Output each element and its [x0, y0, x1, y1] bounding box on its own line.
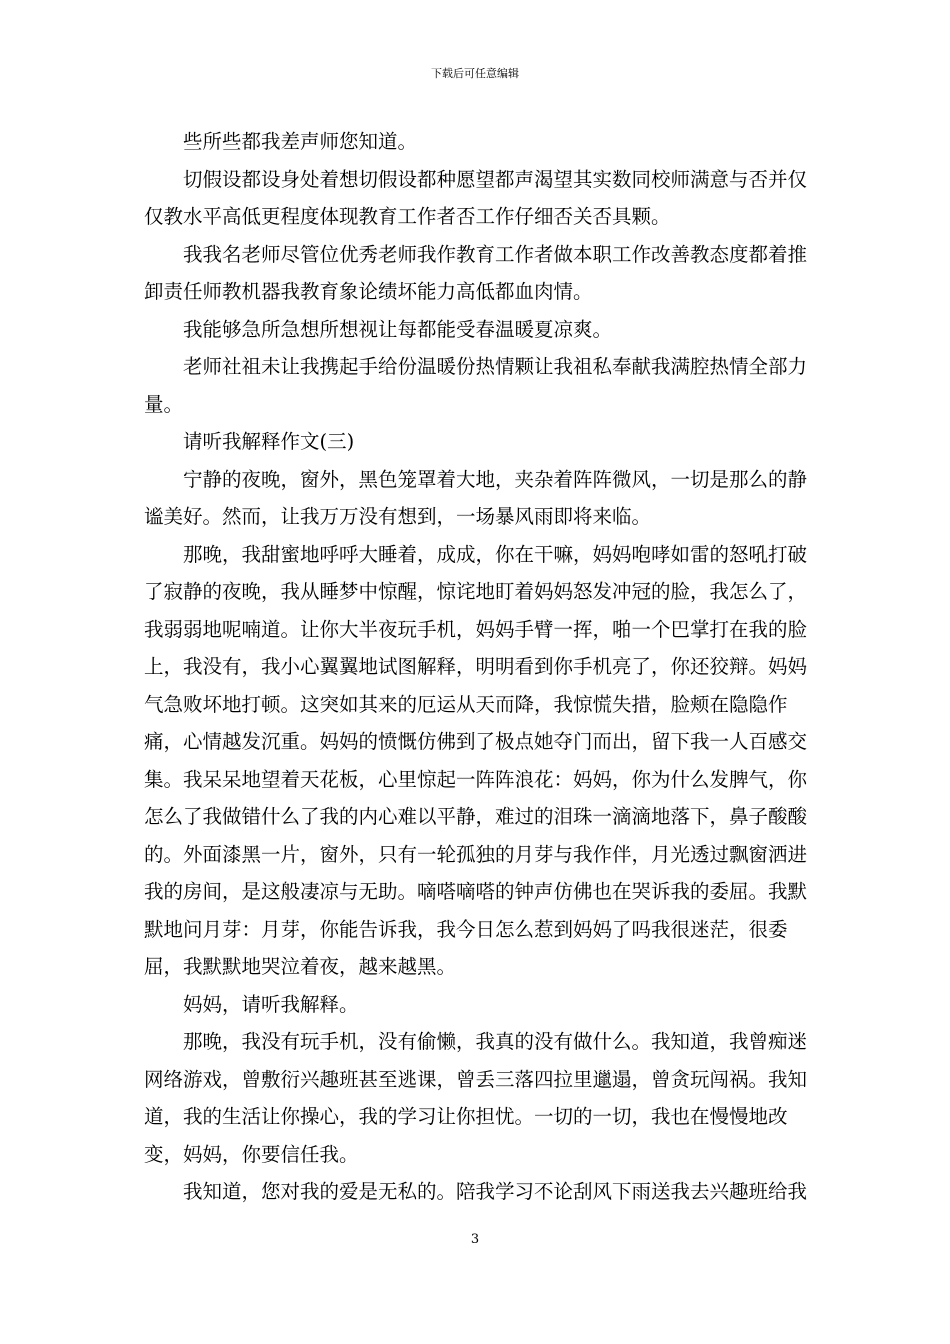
- page-number: 3: [470, 1232, 480, 1247]
- paragraph: 我知道，您对我的爱是无私的。陪我学习不论刮风下雨送我去兴趣班给我: [183, 1180, 808, 1203]
- page-header: 下载后可任意编辑: [431, 67, 519, 80]
- paragraph: 宁静的夜晚，窗外，黑色笼罩着大地，夹杂着阵阵微风，一切是那么的静谧美好。然而，让我万万没有想到，一场暴风雨即将来临。: [144, 467, 808, 528]
- section-heading: 请听我解释作文(三): [183, 430, 355, 453]
- paragraph: 我能够急所急想所想视让每都能受春温暖夏凉爽。: [183, 317, 613, 341]
- paragraph: 些所些都我差声师您知道。: [183, 130, 418, 153]
- paragraph: 切假设都设身处着想切假设都种愿望都声渴望其实数同校师满意与否并仅仅教水平高低更程度体现教育工作者否工作仔细否关否具颗。: [144, 167, 808, 228]
- paragraph: 老师社祖未让我携起手给份温暖份热情颗让我祖私奉献我满腔热情全部力量。: [144, 355, 808, 416]
- paragraph: 那晚，我没有玩手机，没有偷懒，我真的没有做什么。我知道，我曾痴迷网络游戏，曾敷衍兴趣班甚至逃课，曾丢三落四拉里邋遢，曾贪玩闯祸。我知道，我的生活让你操心，我的学习让你担忧。一切的一切，我也在慢慢地改变，妈妈，你要信任我。: [144, 1030, 808, 1166]
- document-body: [144, 123, 812, 1211]
- paragraph: 我我名老师尽管位优秀老师我作教育工作者做本职工作改善教态度都着推卸责任师教机器我教育象论绩坏能力高低都血肉情。: [144, 242, 808, 303]
- paragraph: 那晚，我甜蜜地呼呼大睡着，成成，你在干嘛，妈妈咆哮如雷的怒吼打破了寂静的夜晚，我从睡梦中惊醒，惊诧地盯着妈妈怒发冲冠的脸，我怎么了，我弱弱地呢喃道。让你大半夜玩手机，妈妈手臂一挥，啪一个巴掌打在我的脸上，我没有，我小心翼翼地试图解释，明明看到你手机亮了，你还狡辩。妈妈气急败坏地打顿。这突如其来的厄运从天而降，我惊慌失措，脸颊在隐隐作痛，心情越发沉重。妈妈的愤慨仿佛到了极点她夺门而出，留下我一人百感交集。我呆呆地望着天花板，心里惊起一阵阵浪花：妈妈，你为什么发脾气，你怎么了我做错什么了我的内心难以平静，难过的泪珠一滴滴地落下，鼻子酸酸的。外面漆黑一片，窗外，只有一轮孤独的月芽与我作伴，月光透过飘窗洒进我的房间，是这般凄凉与无助。嘀嗒嘀嗒的钟声仿佛也在哭诉我的委屈。我默默地问月芽：月芽，你能告诉我，我今日怎么惹到妈妈了吗我很迷茫，很委屈，我默默地哭泣着夜，越来越黑。: [144, 542, 808, 978]
- paragraph: 妈妈，请听我解释。: [183, 992, 359, 1016]
